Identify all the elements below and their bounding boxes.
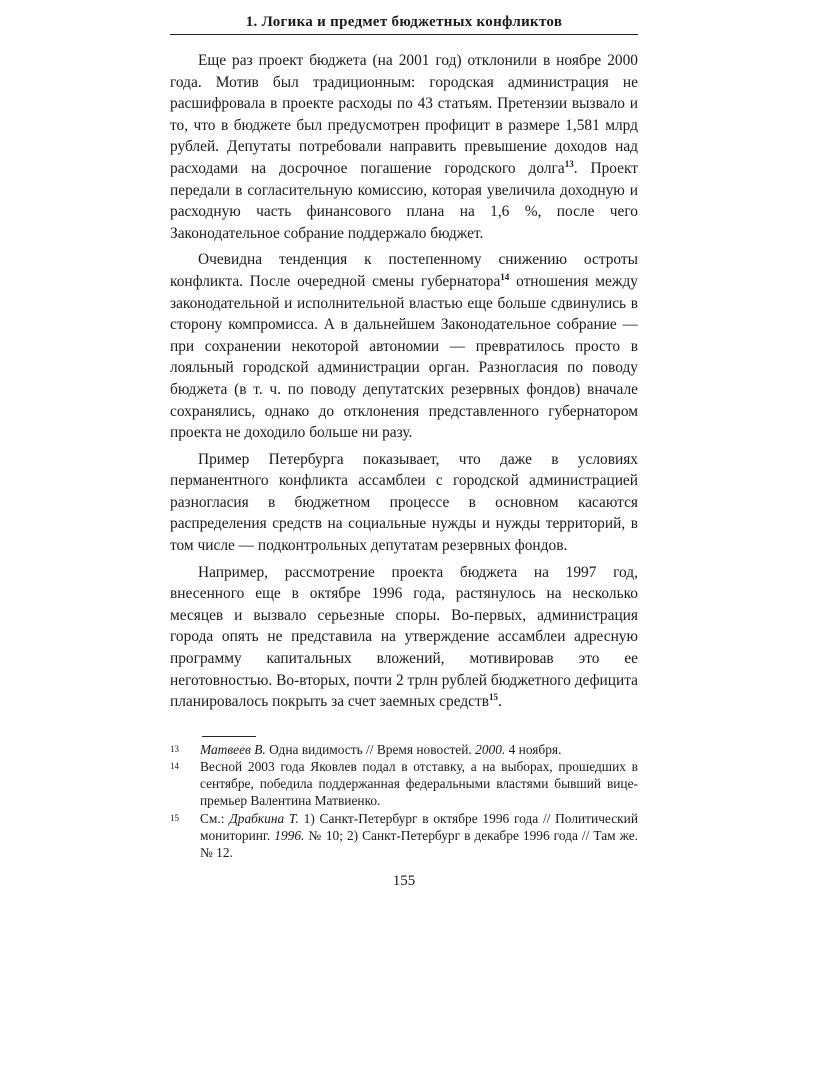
page-number: 155 [392, 873, 416, 890]
footnote-number: 14 [170, 761, 179, 772]
footnote-ref-15: 15 [488, 692, 498, 703]
footnote-13: 13 Матвеев В. Одна видимость // Время новостей. 2000. 4 ноября. [170, 741, 562, 757]
footnote-ref-14: 14 [500, 271, 510, 282]
paragraph-3: Пример Петербурга показывает, что даже в условиях перманентного конфликта ассамблеи с городской администрацией разногласия в бюджетном процессе в основном касаются распределения средств на социальные нужды и нужды территорий, в том числе — подконтрольных депутатам резервных фондов. [170, 450, 638, 555]
paragraph-2: Очевидна тенденция к постепенному снижению остроты конфликта. После очередной смены губернатора$^{14}$ отношения между законодательной и исполнительной властью еще больше сдвинулись в сторону компромисса. А в дальнейшем Законодательное собрание — при сохранении некоторой автономии — превратилось просто в лояльный городской администрации орган. Разногласия по поводу бюджета (в т. ч. по поводу депутатских резервных фондов) вначале сохранялись, однако до отклонения представленного губернатором проекта не доходило больше ни разу. [170, 251, 638, 442]
running-head: 1. Логика и предмет бюджетных конфликтов [170, 14, 638, 35]
footnote-14: 14 Весной 2003 года Яковлев подал в отставку, а на выборах, прошедших в сентябре, победила поддержанная федеральными властями бывший вице-премьер Валентина Матвиенко. [170, 759, 638, 809]
body-text [170, 50, 638, 713]
paragraph-1: Еще раз проект бюджета (на 2001 год) отклонили в ноябре 2000 года. Мотив был традиционным: городская администрация не расшифровала в проекте расходы по 43 статьям. Претензии вызвало и то, что в бюджете был предусмотрен профицит в размере 1,581 млрд рублей. Депутаты потребовали направить превышение доходов над расходами на досрочное погашение городского долга$^{13}$. Проект передали в согласительную комиссию, которая увеличила доходную и расходную часть финансового плана на 1,6 %, после чего Законодательное собрание поддержало бюджет. [170, 52, 638, 242]
book-page [170, 14, 638, 890]
footnote-separator [202, 736, 256, 737]
footnote-number: 13 [170, 743, 179, 754]
footnote-ref-13: 13 [564, 158, 574, 169]
footnote-number: 15 [170, 812, 179, 823]
footnote-author: Матвеев В. [200, 741, 266, 757]
footnotes [170, 741, 638, 861]
footnote-15: 15 См.: Драбкина Т. 1) Санкт-Петербург в октябре 1996 года // Политический мониторинг. 1996. № 10; 2) Санкт-Петербург в декабре 1996 года // Там же. № 12. [170, 810, 638, 861]
footnote-author: Драбкина Т. [229, 810, 299, 826]
paragraph-4: Например, рассмотрение проекта бюджета на 1997 год, внесенного еще в октябре 1996 года, растянулось на несколько месяцев и вызвало серьезные споры. Во-первых, администрация города опять не представила на утверждение ассамблеи адресную программу капитальных вложений, мотивировав это ее неготовностью. Во-вторых, почти 2 трлн рублей бюджетного дефицита планировалось покрыть за счет заемных средств$^{15}$. [170, 563, 638, 711]
